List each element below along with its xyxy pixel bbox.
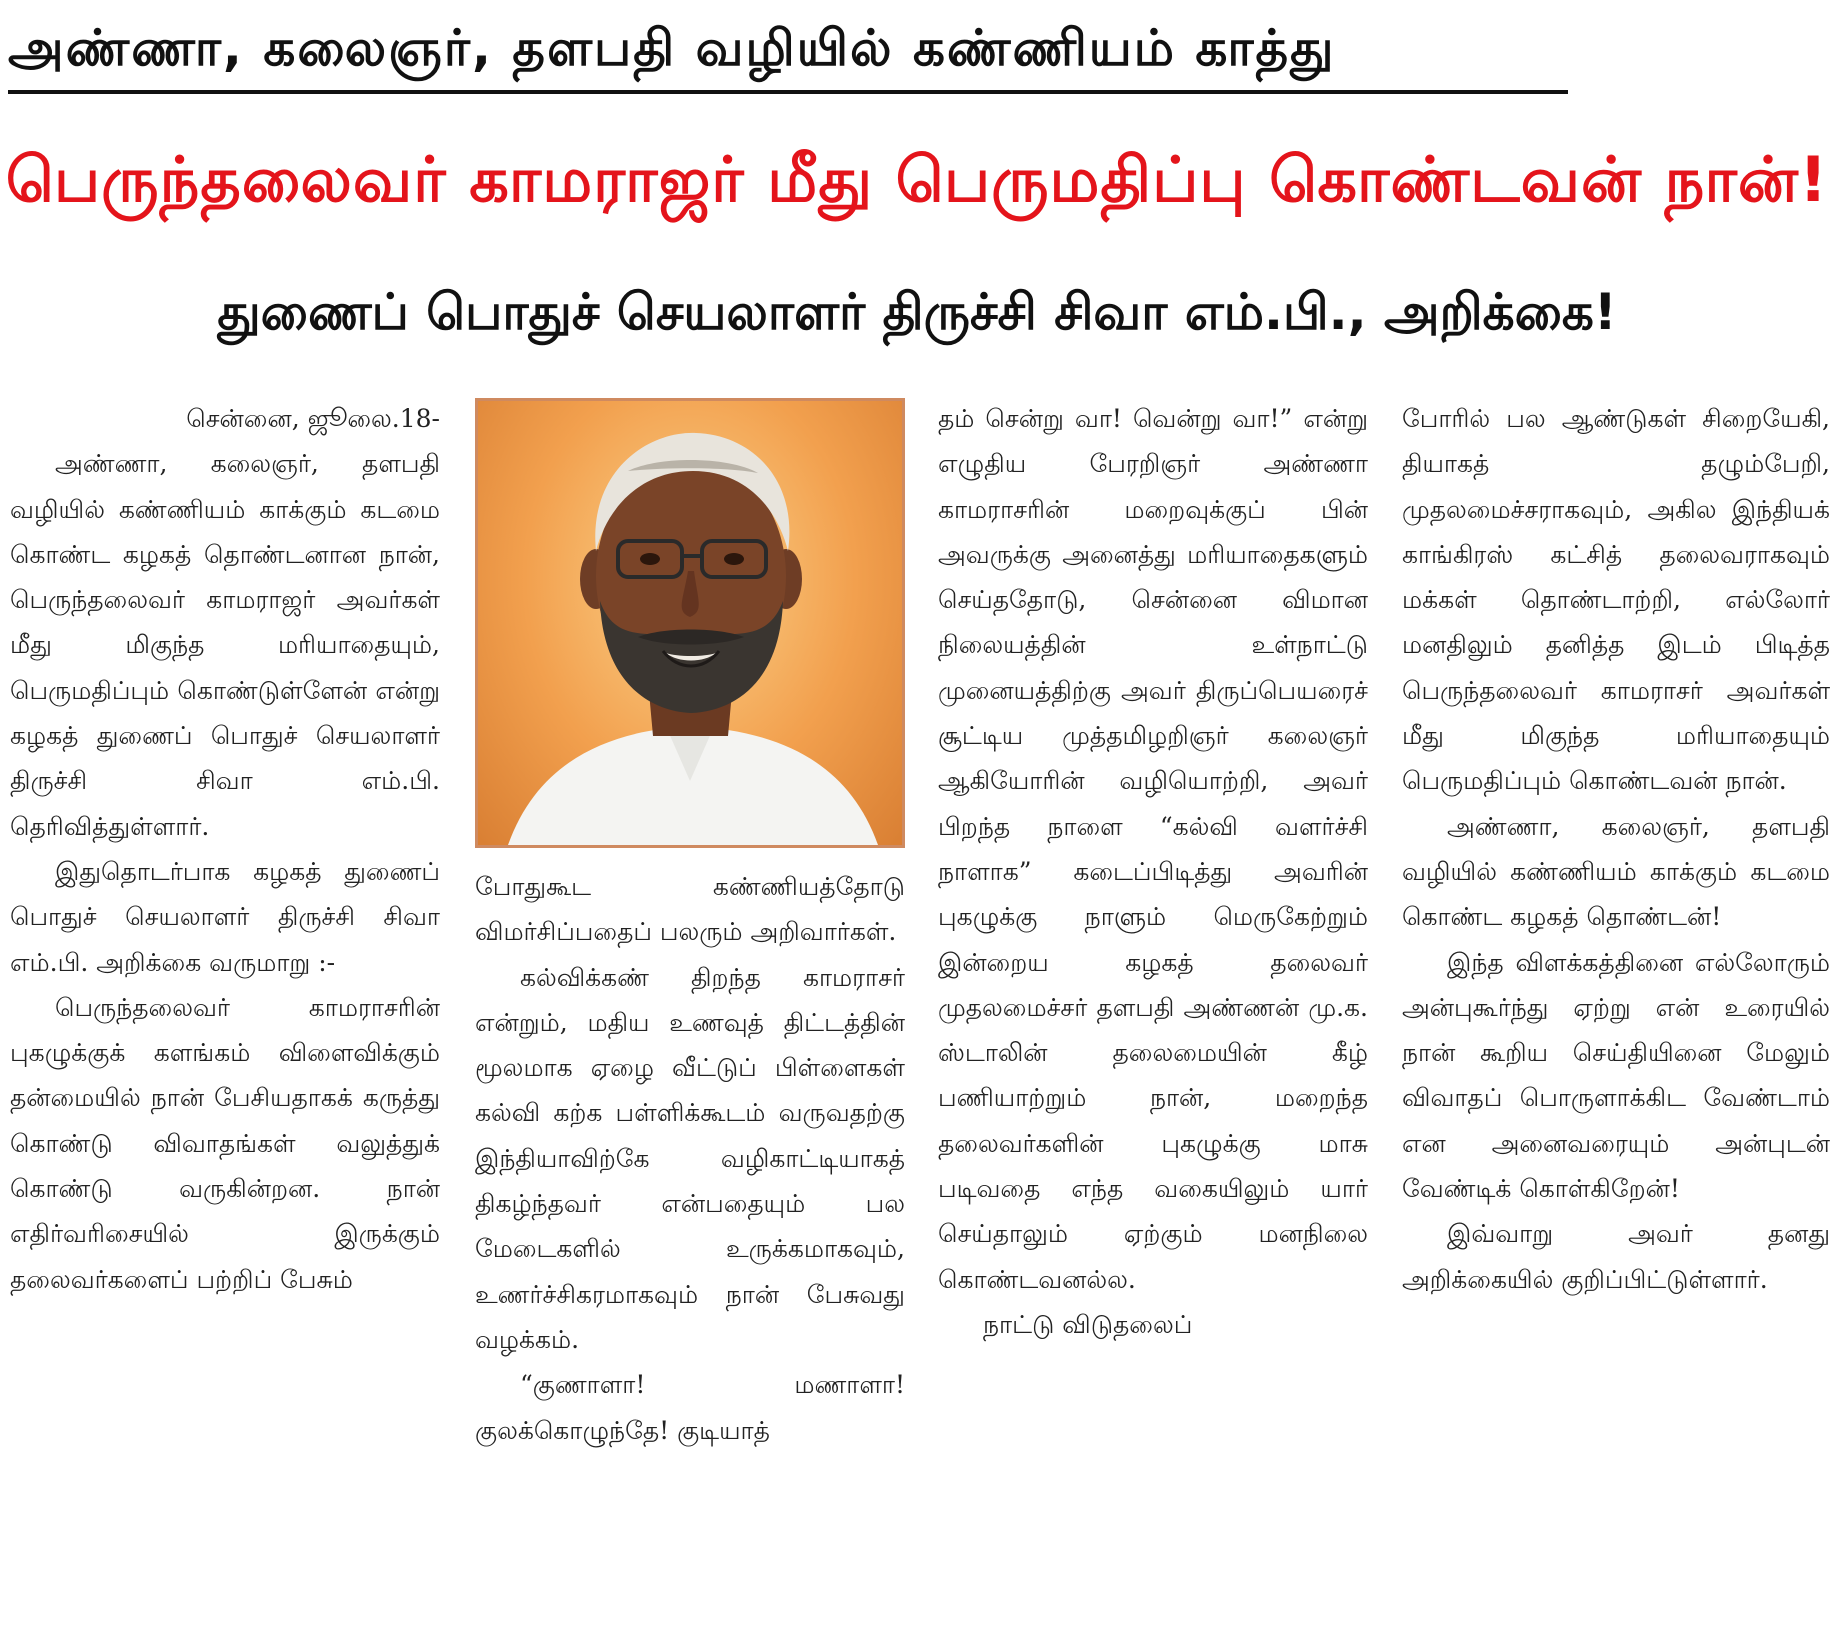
paragraph: இந்த விளக்கத்தினை எல்லோரும் அன்புகூர்ந்து ஏற்று என் உரையில் நான் கூறிய செய்தியினை மேலும் விவாதப் பொருளாக்கிட வேண்டாம் என அனைவரையும் அன்புடன் வேண்டிக் கொள்கிறேன்! [1402, 947, 1830, 1204]
paragraph: நாட்டு விடுதலைப் [983, 1309, 1193, 1339]
paragraph: “குணாளா! மணாளா! குலக்கொழுந்தே! குடியாத் [475, 1370, 905, 1445]
article-column-1 [10, 396, 440, 1626]
article-column-4 [1402, 396, 1830, 1626]
kicker-headline: அண்ணா, கலைஞர், தளபதி வழியில் கண்ணியம் காத்து [8, 19, 1336, 77]
paragraph: அண்ணா, கலைஞர், தளபதி வழியில் கண்ணியம் காக்கும் கடமை கொண்ட கழகத் தொண்டன்! [1402, 811, 1830, 932]
sub-headline: துணைப் பொதுச் செயலாளர் திருச்சி சிவா எம்.பி., அறிக்கை! [217, 283, 1617, 341]
paragraph: கல்விக்கண் திறந்த காமராசர் என்றும், மதிய உணவுத் திட்டத்தின் மூலமாக ஏழை வீட்டுப் பிள்ளைகள் கல்வி கற்க பள்ளிக்கூடம் வருவதற்கு இந்தியாவிற்கே வழிகாட்டியாகத் திகழ்ந்தவர் என்பதையும் பல மேடைகளில் உருக்கமாகவும், உணர்ச்சிகரமாகவும் நான் பேசுவது வழக்கம். [475, 962, 905, 1354]
article-column-2 [475, 864, 905, 1626]
portrait-photo [475, 398, 905, 848]
portrait-illustration [478, 401, 902, 845]
paragraph: போதுகூட கண்ணியத்தோடு விமர்சிப்பதைப் பலரும் அறிவார்கள். [475, 872, 905, 947]
paragraph: பெருந்தலைவர் காமராசரின் புகழுக்குக் களங்கம் விளைவிக்கும் தன்மையில் நான் பேசியதாகக் கருத்து கொண்டு விவாதங்கள் வலுத்துக் கொண்டு வருகின்றன. நான் எதிர்வரிசையில் இருக்கும் தலைவர்களைப் பற்றிப் பேசும் [10, 992, 440, 1294]
paragraph: அண்ணா, கலைஞர், தளபதி வழியில் கண்ணியம் காக்கும் கடமை கொண்ட கழகத் தொண்டனான நான், பெருந்தலைவர் காமராஜர் அவர்கள் மீது மிகுந்த மரியாதையும், பெருமதிப்பும் கொண்டுள்ளேன் என்று கழகத் துணைப் பொதுச் செயலாளர் திருச்சி சிவா எம்.பி. தெரிவித்துள்ளார். [10, 449, 440, 841]
paragraph: போரில் பல ஆண்டுகள் சிறையேகி, தியாகத் தழும்பேறி, முதலமைச்சராகவும், அகில இந்தியக் காங்கிரஸ் கட்சித் தலைவராகவும் மக்கள் தொண்டாற்றி, எல்லோர் மனதிலும் தனித்த இடம் பிடித்த பெருந்தலைவர் காமராசர் அவர்கள் மீது மிகுந்த மரியாதையும் பெருமதிப்பும் கொண்டவன் நான். [1402, 404, 1830, 796]
main-headline: பெருந்தலைவர் காமராஜர் மீது பெருமதிப்பு கொண்டவன் நான்! [5, 143, 1829, 216]
paragraph: இதுதொடர்பாக கழகத் துணைப் பொதுச் செயலாளர் திருச்சி சிவா எம்.பி. அறிக்கை வருமாறு :- [10, 856, 440, 977]
dateline: சென்னை, ஜூலை.18- [186, 404, 440, 433]
paragraph: தம் சென்று வா! வென்று வா!” என்று எழுதிய பேரறிஞர் அண்ணா காமராசரின் மறைவுக்குப் பின் அவருக்கு அனைத்து மரியாதைகளும் செய்ததோடு, சென்னை விமான நிலையத்தின் உள்நாட்டு முனையத்திற்கு அவர் திருப்பெயரைச் சூட்டிய முத்தமிழறிஞர் கலைஞர் ஆகியோரின் வழியொற்றி, அவர் பிறந்த நாளை “கல்வி வளர்ச்சி நாளாக” கடைப்பிடித்து அவரின் புகழுக்கு நாளும் மெருகேற்றும் இன்றைய கழகத் தலைவர் முதலமைச்சர் தளபதி அண்ணன் மு.க. ஸ்டாலின் தலைமையின் கீழ் பணியாற்றும் நான், மறைந்த தலைவர்களின் புகழுக்கு மாசு படிவதை எந்த வகையிலும் யார் செய்தாலும் ஏற்கும் மனநிலை கொண்டவனல்ல. [938, 404, 1368, 1294]
article-column-3 [938, 396, 1368, 1626]
paragraph: இவ்வாறு அவர் தனது அறிக்கையில் குறிப்பிட்டுள்ளார். [1402, 1219, 1830, 1294]
kicker-underline [8, 90, 1568, 94]
